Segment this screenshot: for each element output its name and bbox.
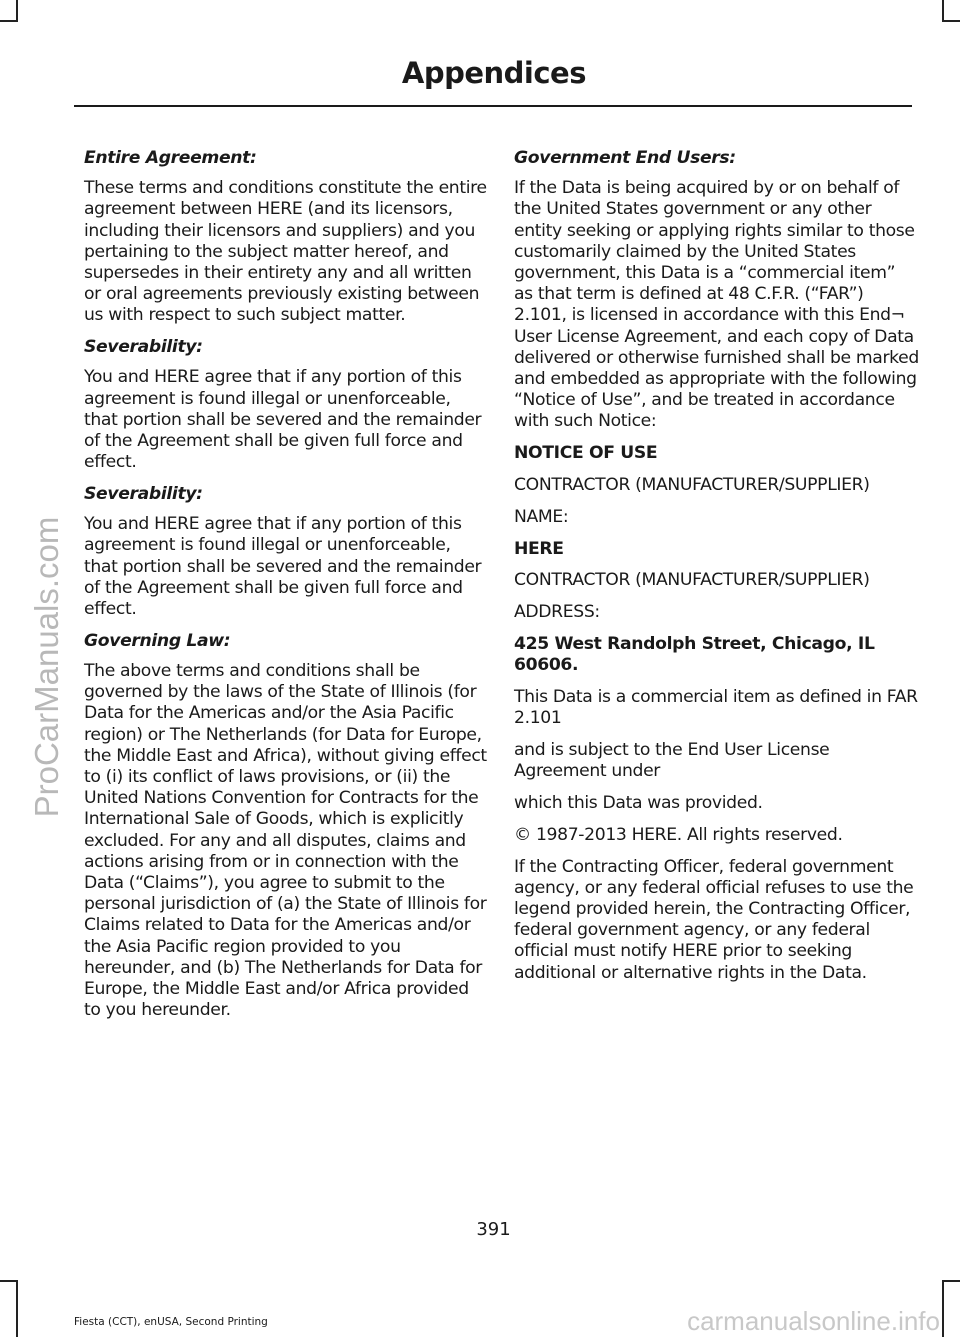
paragraph: If the Contracting Officer, federal government agency, or any federal official refuses to use the legend provided herein, the Contracting Officer, federal government agency, or any federal official must notify HERE prior to seeking additional or alternative rights in the Data.	[514, 856, 914, 983]
crop-mark-top-left-v	[16, 0, 18, 22]
crop-mark-bottom-right-v	[942, 1280, 944, 1337]
paragraph: You and HERE agree that if any portion of this agreement is found illegal or unenforceable, that portion shall be severed and the remainder of the Agreement shall be given full force and effect.	[84, 514, 482, 620]
left-column	[84, 148, 489, 1032]
header-divider	[74, 105, 912, 107]
paragraph: and is subject to the End User License Agreement under	[514, 740, 830, 782]
crop-mark-bottom-left-v	[16, 1280, 18, 1337]
emphasis-text: HERE	[514, 538, 564, 559]
paragraph: ADDRESS:	[514, 602, 600, 623]
paragraph: CONTRACTOR (MANUFACTURER/SUPPLIER)	[514, 475, 870, 496]
paragraph: NAME:	[514, 506, 569, 527]
emphasis-text: 425 West Randolph Street, Chicago, IL 60606.	[514, 634, 875, 676]
paragraph: The above terms and conditions shall be governed by the laws of the State of Illinois (for Data for the Americas and/or the Asia Pacific region) or The Netherlands (for Data for Europe, the Middle East and Africa), without giving effect to (i) its conflict of laws provisions, or (ii) the United Nations Convention for Contracts for the International Sale of Goods, which is explicitly excluded. For any and all disputes, claims and actions arising from or in connection with the Data (“Claims”), you agree to submit to the personal jurisdiction of (a) the State of Illinois for Claims related to Data for the Americas and/or the Asia Pacific region provided to you hereunder, and (b) The Netherlands for Data for Europe, the Middle East and/or Africa provided to you hereunder.	[84, 661, 487, 1021]
paragraph: This Data is a commercial item as defined in FAR 2.101	[514, 687, 918, 729]
footer-text: Fiesta (CCT), enUSA, Second Printing	[74, 1316, 268, 1328]
paragraph: These terms and conditions constitute the entire agreement between HERE (and its licensors, including their licensors and suppliers) and you pertaining to the subject matter hereof, and supersedes in their entirety any and all written or oral agreements previously existing between us with respect to such subject matter.	[84, 178, 487, 326]
crop-mark-bottom-right-h	[942, 1280, 960, 1282]
paragraph: If the Data is being acquired by or on behalf of the United States government or any other entity seeking or applying rights similar to those customarily claimed by the United States government, this Data is a “commercial item” as that term is defined at 48 C.F.R. (“FAR”) 2.101, is licensed in accordance with this End¬ User License Agreement, and each copy of Data delivered or otherwise furnished shall be marked and embedded as appropriate with the following “Notice of Use”, and be treated in accordance with such Notice:	[514, 178, 919, 432]
crop-mark-top-right-h	[942, 20, 960, 22]
section-heading: Severability:	[84, 337, 203, 358]
brand-watermark: carmanualsonline.info	[687, 1306, 940, 1336]
side-watermark: ProCarManuals.com	[28, 516, 65, 818]
paragraph: CONTRACTOR (MANUFACTURER/SUPPLIER)	[514, 570, 870, 591]
page-title: Appendices	[401, 56, 586, 90]
section-heading: Governing Law:	[84, 630, 231, 651]
section-heading: Entire Agreement:	[84, 148, 257, 168]
emphasis-text: NOTICE OF USE	[514, 443, 658, 464]
section-heading: Severability:	[84, 484, 203, 505]
paragraph: You and HERE agree that if any portion of this agreement is found illegal or unenforceable, that portion shall be severed and the remainder of the Agreement shall be given full force and effect.	[84, 367, 482, 473]
crop-mark-bottom-left-h	[0, 1280, 18, 1282]
right-column	[514, 148, 919, 994]
crop-mark-top-left-h	[0, 20, 18, 22]
paragraph: © 1987-2013 HERE. All rights reserved.	[514, 824, 843, 845]
crop-mark-top-right-v	[942, 0, 944, 22]
page-number: 391	[476, 1219, 511, 1240]
section-heading: Government End Users:	[514, 148, 736, 168]
paragraph: which this Data was provided.	[514, 793, 763, 814]
